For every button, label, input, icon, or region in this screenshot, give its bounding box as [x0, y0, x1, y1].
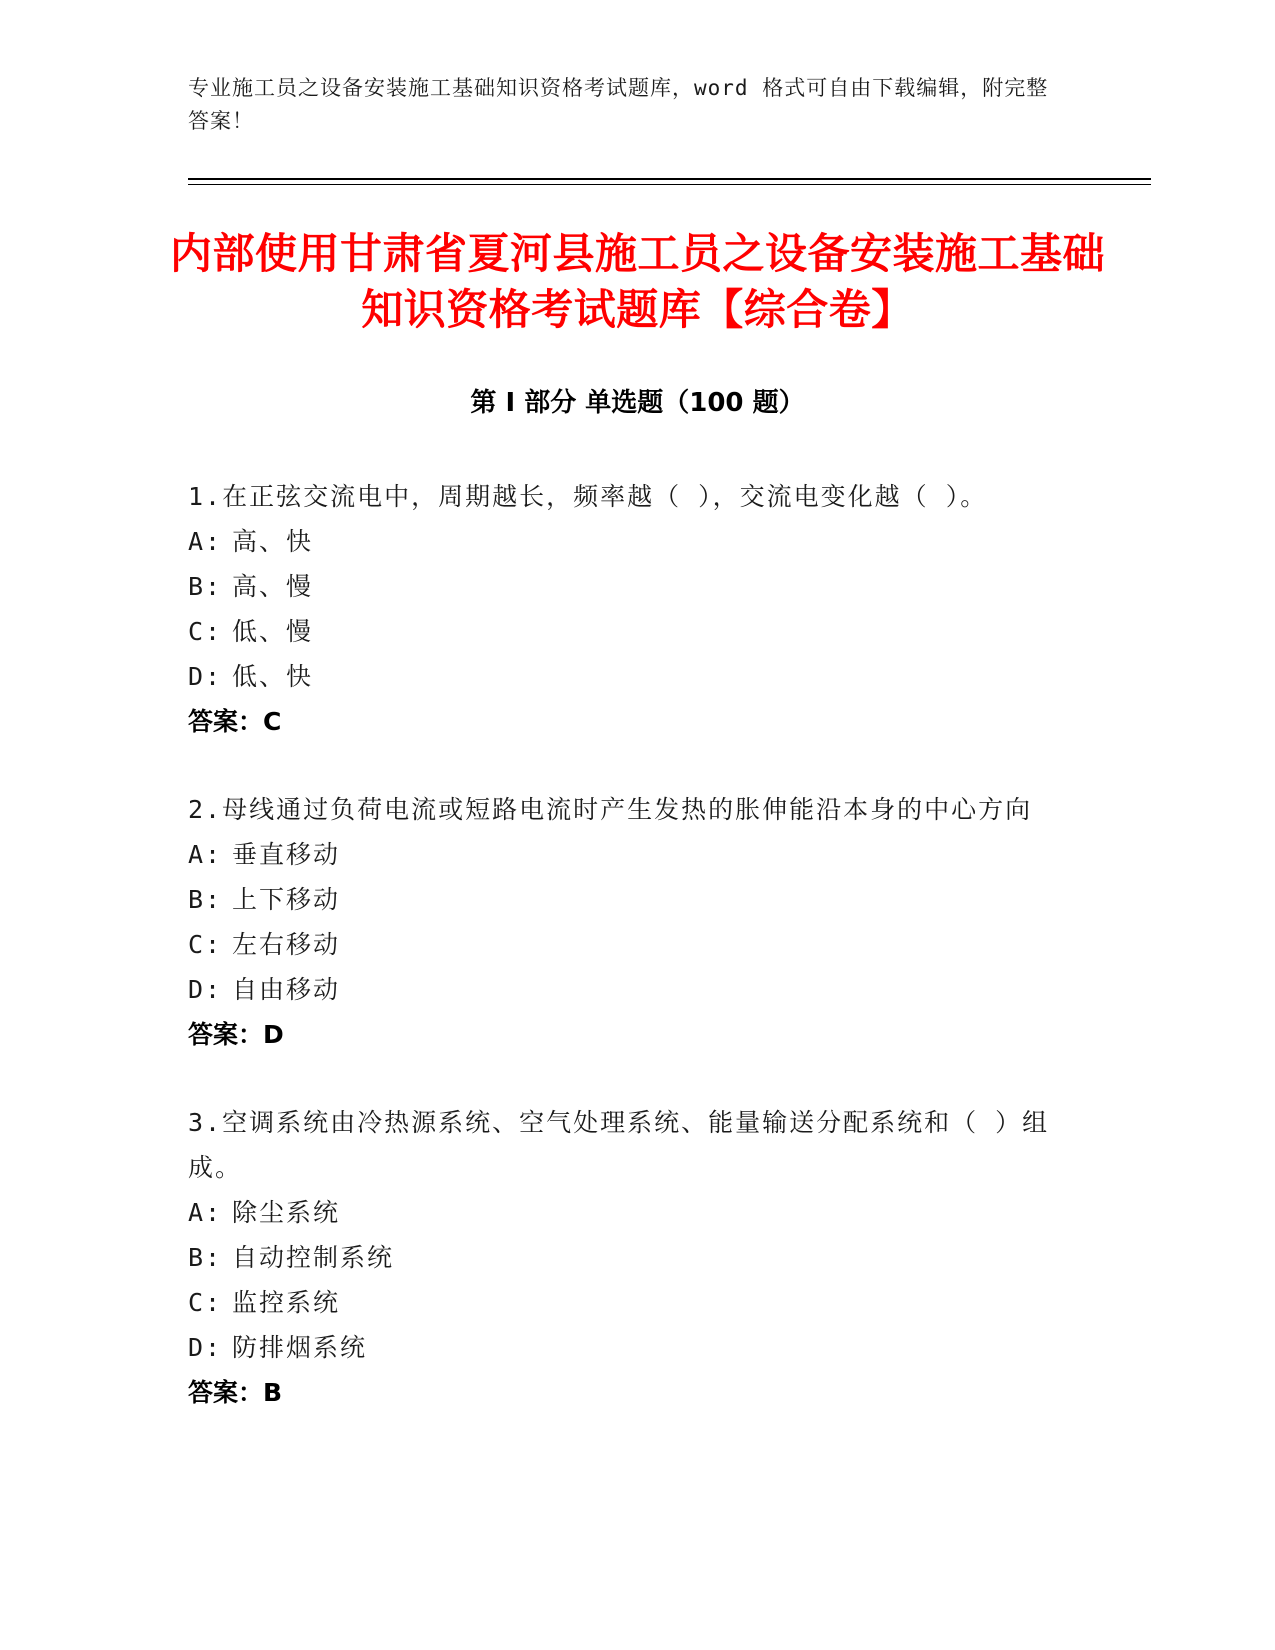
answer-line: 答案：C	[188, 707, 282, 736]
option-text: 低、快	[232, 662, 314, 691]
header-rule-thick	[188, 178, 1151, 180]
question-stem: 3.空调系统由冷热源系统、空气处理系统、能量输送分配系统和（ ）组成。	[188, 1108, 1050, 1182]
answer-line: 答案：B	[188, 1378, 283, 1407]
option-text: 自动控制系统	[232, 1243, 395, 1272]
option-a	[188, 519, 1068, 564]
option-text: 左右移动	[232, 930, 341, 959]
section-heading: 第 I 部分 单选题（100 题）	[470, 388, 805, 418]
option-a	[188, 832, 1068, 877]
option-c	[188, 1280, 1068, 1325]
option-d	[188, 1325, 1068, 1370]
question-stem: 2.母线通过负荷电流或短路电流时产生发热的胀伸能沿本身的中心方向	[188, 795, 1033, 824]
question-list	[188, 474, 1068, 1458]
option-key: D:	[188, 1333, 223, 1362]
option-key: D:	[188, 975, 223, 1004]
option-a	[188, 1190, 1068, 1235]
header-note: 专业施工员之设备安装施工基础知识资格考试题库，word 格式可自由下载编辑，附完整答案！	[188, 76, 1049, 133]
question-2	[188, 787, 1068, 1057]
option-d	[188, 967, 1068, 1012]
option-key: A:	[188, 840, 223, 869]
header-rule-thin	[188, 184, 1151, 185]
option-key: C:	[188, 930, 223, 959]
option-b	[188, 1235, 1068, 1280]
option-key: C:	[188, 1288, 223, 1317]
document-title: 内部使用甘肃省夏河县施工员之设备安装施工基础知识资格考试题库【综合卷】	[169, 229, 1105, 334]
option-text: 除尘系统	[232, 1198, 341, 1227]
option-key: C:	[188, 617, 223, 646]
option-text: 自由移动	[232, 975, 341, 1004]
option-c	[188, 922, 1068, 967]
option-key: B:	[188, 885, 223, 914]
question-1	[188, 474, 1068, 744]
question-stem: 1.在正弦交流电中，周期越长，频率越（ ），交流电变化越（ ）。	[188, 482, 988, 511]
answer-line: 答案：D	[188, 1020, 284, 1049]
option-text: 低、慢	[232, 617, 314, 646]
option-key: A:	[188, 1198, 223, 1227]
option-d	[188, 654, 1068, 699]
option-text: 高、慢	[232, 572, 314, 601]
option-text: 上下移动	[232, 885, 341, 914]
option-text: 高、快	[232, 527, 314, 556]
option-text: 垂直移动	[232, 840, 341, 869]
option-key: D:	[188, 662, 223, 691]
option-text: 防排烟系统	[232, 1333, 368, 1362]
option-c	[188, 609, 1068, 654]
question-3	[188, 1100, 1068, 1415]
option-key: B:	[188, 1243, 223, 1272]
option-b	[188, 877, 1068, 922]
option-text: 监控系统	[232, 1288, 341, 1317]
option-key: A:	[188, 527, 223, 556]
option-b	[188, 564, 1068, 609]
option-key: B:	[188, 572, 223, 601]
